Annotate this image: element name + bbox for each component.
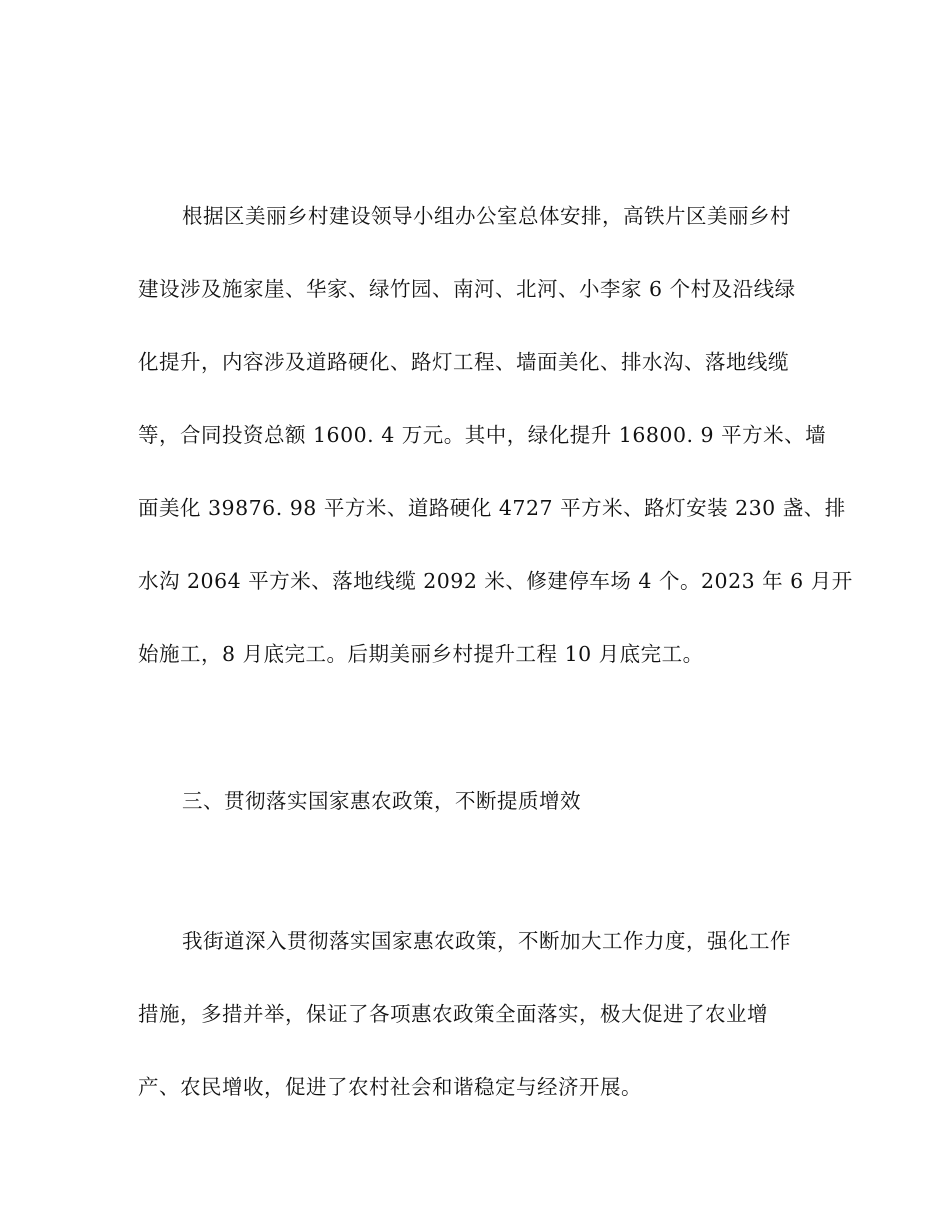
section-heading [138, 765, 818, 838]
paragraph-line: 产、农民增收，促进了农村社会和谐稳定与经济开展。 [138, 1075, 642, 1099]
paragraph-line: 始施工，8 月底完工。后期美丽乡村提升工程 10 月底完工。 [138, 642, 704, 666]
paragraph-beautiful-village [138, 180, 853, 691]
paragraph-policy [138, 905, 818, 1124]
paragraph-line: 根据区美丽乡村建设领导小组办公室总体安排，高铁片区美丽乡村 [182, 204, 791, 228]
paragraph-line: 水沟 2064 平方米、落地线缆 2092 米、修建停车场 4 个。2023 年 6 月开 [138, 569, 853, 593]
paragraph-line: 我街道深入贯彻落实国家惠农政策，不断加大工作力度，强化工作 [182, 929, 791, 953]
paragraph-line: 等，合同投资总额 1600. 4 万元。其中，绿化提升 16800. 9 平方米、墙 [138, 423, 827, 447]
paragraph-line: 建设涉及施家崖、华家、绿竹园、南河、北河、小李家 6 个村及沿线绿 [138, 277, 796, 301]
paragraph-line: 措施，多措并举，保证了各项惠农政策全面落实，极大促进了农业增 [138, 1002, 768, 1026]
section-heading-text: 三、贯彻落实国家惠农政策，不断提质增效 [182, 789, 581, 813]
paragraph-line: 化提升，内容涉及道路硬化、路灯工程、墙面美化、排水沟、落地线缆 [138, 350, 789, 374]
paragraph-line: 面美化 39876. 98 平方米、道路硬化 4727 平方米、路灯安装 230 盏、排 [138, 496, 846, 520]
